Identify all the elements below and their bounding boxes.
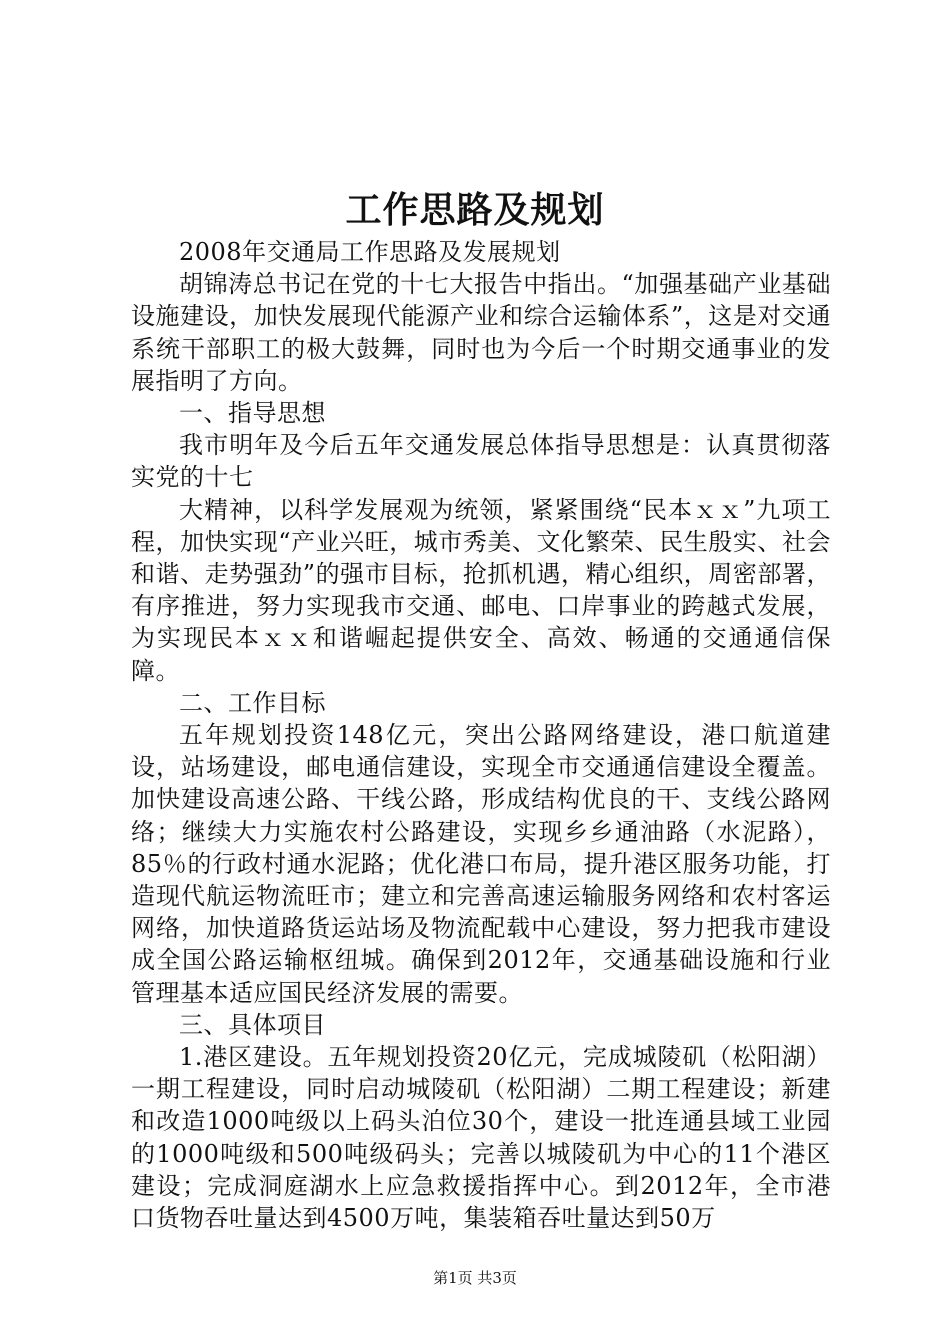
document-title: 工作思路及规划	[345, 189, 605, 231]
section-heading-specific-projects: 三、具体项目	[179, 1010, 326, 1039]
section-heading-guiding-ideology: 一、指导思想	[179, 399, 326, 428]
page-number-footer: 第1页 共3页	[433, 1269, 517, 1287]
paragraph-intro: 胡锦涛总书记在党的十七大报告中指出。“加强基础产业基础设施建设，加快发展现代能源产业和综合运输体系”，这是对交通系统干部职工的极大鼓舞，同时也为今后一个时期交通事业的发展指明了方向。	[131, 270, 831, 395]
document-body	[131, 236, 831, 1234]
paragraph-guiding-ideology-1: 我市明年及今后五年交通发展总体指导思想是：认真贯彻落实党的十七	[131, 431, 831, 492]
paragraph-guiding-ideology-2: 大精神，以科学发展观为统领，紧紧围绕“民本ｘｘ”九项工程，加快实现“产业兴旺，城市秀美、文化繁荣、民生殷实、社会和谐、走势强劲”的强市目标，抢抓机遇，精心组织，周密部署，有序推进，努力实现我市交通、邮电、口岸事业的跨越式发展，为实现民本ｘｘ和谐崛起提供安全、高效、畅通的交通通信保障。	[131, 495, 831, 685]
paragraph-work-goals: 五年规划投资148亿元，突出公路网络建设，港口航道建设，站场建设，邮电通信建设，实现全市交通通信建设全覆盖。加快建设高速公路、干线公路，形成结构优良的干、支线公路网络；继续大力实施农村公路建设，实现乡乡通油路（水泥路），85％的行政村通水泥路；优化港口布局，提升港区服务功能，打造现代航运物流旺市；建立和完善高速运输服务网络和农村客运网络，加快道路货运站场及物流配载中心建设，努力把我市建设成全国公路运输枢纽城。确保到2012年，交通基础设施和行业管理基本适应国民经济发展的需要。	[131, 721, 831, 1007]
section-heading-work-goals: 二、工作目标	[179, 688, 326, 717]
paragraph-port-construction: 1.港区建设。五年规划投资20亿元，完成城陵矶（松阳湖）一期工程建设，同时启动城陵矶（松阳湖）二期工程建设；新建和改造1000吨级以上码头泊位30个，建设一批连通县域工业园的1000吨级和500吨级码头；完善以城陵矶为中心的11个港区建设；完成洞庭湖水上应急救援指挥中心。到2012年，全市港口货物吞吐量达到4500万吨，集装箱吞吐量达到50万	[131, 1043, 831, 1233]
paragraph-subtitle: 2008年交通局工作思路及发展规划	[179, 238, 561, 266]
